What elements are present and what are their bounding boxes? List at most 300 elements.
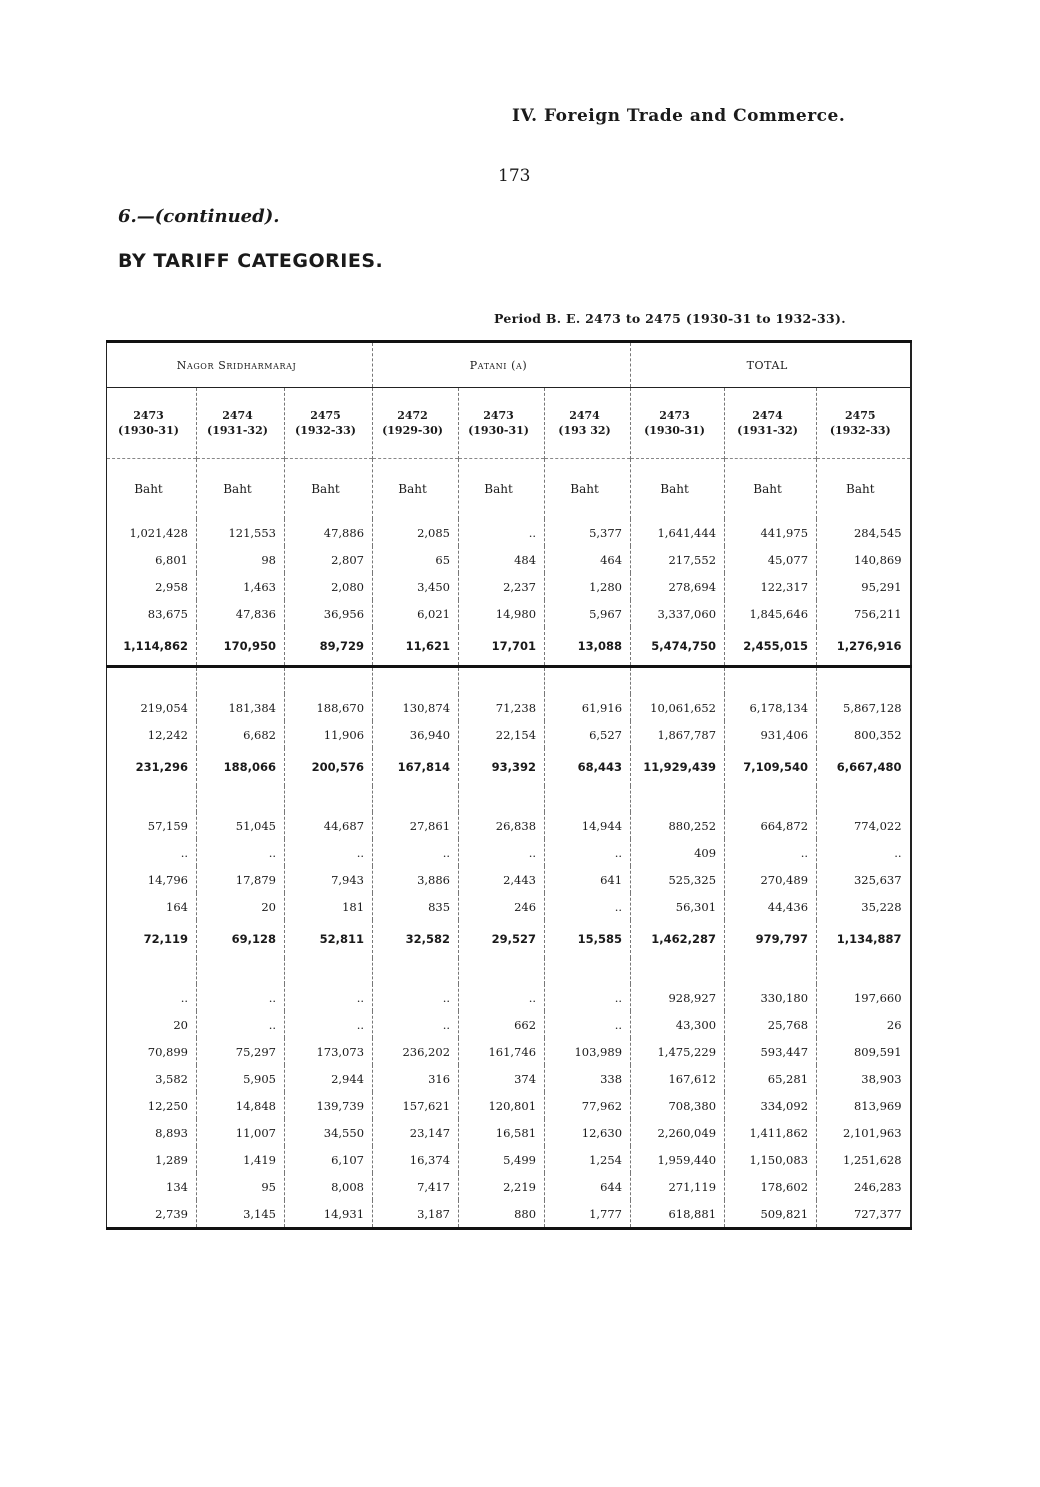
table-cell: 77,962	[545, 1092, 631, 1119]
table-cell: 217,552	[631, 546, 725, 573]
table-cell: 121,553	[197, 519, 285, 546]
table-cell: 26	[817, 1011, 911, 1038]
table-cell: 26,838	[459, 812, 545, 839]
table-cell: 38,903	[817, 1065, 911, 1092]
table-cell: ..	[545, 1011, 631, 1038]
spacer-cell	[373, 667, 459, 695]
table-cell: 6,682	[197, 721, 285, 748]
table-cell: ..	[285, 1011, 373, 1038]
total-cell: 11,621	[373, 627, 459, 667]
spacer-cell	[285, 958, 373, 984]
spacer-cell	[197, 958, 285, 984]
table-cell: 931,406	[725, 721, 817, 748]
table-cell: 809,591	[817, 1038, 911, 1065]
table-cell: 2,807	[285, 546, 373, 573]
year-be: 2474	[222, 409, 253, 422]
total-cell: 32,582	[373, 920, 459, 958]
total-cell: 13,088	[545, 627, 631, 667]
total-cell: 11,929,439	[631, 748, 725, 786]
table-cell: 130,874	[373, 694, 459, 721]
spacer-cell	[459, 958, 545, 984]
table-cell: 1,641,444	[631, 519, 725, 546]
table-row	[107, 839, 911, 866]
table-cell: 219,054	[107, 694, 197, 721]
year-be: 2473	[133, 409, 164, 422]
table-cell: 178,602	[725, 1173, 817, 1200]
year-be: 2475	[310, 409, 341, 422]
group-header-total	[631, 342, 911, 388]
total-row	[107, 627, 911, 667]
total-cell: 6,667,480	[817, 748, 911, 786]
group-header-row	[107, 342, 911, 388]
table-cell: 65,281	[725, 1065, 817, 1092]
total-cell: 15,585	[545, 920, 631, 958]
year-ad: (1930-31)	[644, 424, 705, 437]
year-header	[725, 388, 817, 459]
table-cell: 708,380	[631, 1092, 725, 1119]
page-number: 173	[498, 166, 531, 186]
spacer-cell	[817, 786, 911, 812]
table-cell: 95,291	[817, 573, 911, 600]
table-cell: ..	[459, 984, 545, 1011]
table-cell: 122,317	[725, 573, 817, 600]
table-cell: 6,021	[373, 600, 459, 627]
table-cell: 188,670	[285, 694, 373, 721]
table-cell: 2,101,963	[817, 1119, 911, 1146]
section-spacer	[107, 958, 911, 984]
total-cell: 68,443	[545, 748, 631, 786]
table-cell: 2,260,049	[631, 1119, 725, 1146]
trade-table	[106, 340, 912, 1230]
trade-table-container	[106, 340, 910, 1325]
total-cell: 29,527	[459, 920, 545, 958]
table-cell: 5,867,128	[817, 694, 911, 721]
total-cell: 5,474,750	[631, 627, 725, 667]
total-cell: 188,066	[197, 748, 285, 786]
table-cell: 1,289	[107, 1146, 197, 1173]
table-cell: 1,463	[197, 573, 285, 600]
table-subtitle: BY TARIFF CATEGORIES.	[118, 250, 384, 272]
year-be: 2474	[752, 409, 783, 422]
year-ad: (1931-32)	[737, 424, 798, 437]
table-cell: 14,848	[197, 1092, 285, 1119]
spacer-cell	[373, 958, 459, 984]
group-header-patani	[373, 342, 631, 388]
table-row	[107, 573, 911, 600]
table-row	[107, 1173, 911, 1200]
table-row	[107, 1065, 911, 1092]
table-cell: 2,219	[459, 1173, 545, 1200]
table-cell: 2,944	[285, 1065, 373, 1092]
table-cell: 7,943	[285, 866, 373, 893]
group-label: TOTAL	[746, 358, 788, 372]
spacer-cell	[631, 958, 725, 984]
year-be: 2472	[397, 409, 428, 422]
table-cell: 6,801	[107, 546, 197, 573]
table-cell: 727,377	[817, 1200, 911, 1229]
table-row	[107, 812, 911, 839]
table-cell: 47,836	[197, 600, 285, 627]
total-cell: 93,392	[459, 748, 545, 786]
group-header-nagor	[107, 342, 373, 388]
table-cell: 2,443	[459, 866, 545, 893]
table-cell: 139,739	[285, 1092, 373, 1119]
table-cell: 27,861	[373, 812, 459, 839]
table-cell: 464	[545, 546, 631, 573]
table-cell: 11,007	[197, 1119, 285, 1146]
table-cell: 51,045	[197, 812, 285, 839]
table-cell: ..	[197, 839, 285, 866]
year-header-row	[107, 388, 911, 459]
table-cell: 334,092	[725, 1092, 817, 1119]
table-cell: 1,777	[545, 1200, 631, 1229]
table-cell: ..	[817, 839, 911, 866]
table-cell: 75,297	[197, 1038, 285, 1065]
table-cell: ..	[459, 839, 545, 866]
section-title: 6.—(continued).	[118, 206, 280, 227]
year-ad: (1932-33)	[295, 424, 356, 437]
table-row	[107, 893, 911, 920]
table-cell: 14,796	[107, 866, 197, 893]
table-cell: 835	[373, 893, 459, 920]
table-cell: ..	[545, 893, 631, 920]
unit-cell: Baht	[725, 459, 817, 520]
table-cell: 2,080	[285, 573, 373, 600]
unit-cell: Baht	[817, 459, 911, 520]
table-cell: 3,337,060	[631, 600, 725, 627]
table-cell: 16,581	[459, 1119, 545, 1146]
table-cell: ..	[545, 839, 631, 866]
total-cell: 69,128	[197, 920, 285, 958]
table-cell: 246,283	[817, 1173, 911, 1200]
table-cell: 12,630	[545, 1119, 631, 1146]
year-header	[373, 388, 459, 459]
table-cell: 3,450	[373, 573, 459, 600]
table-cell: 3,145	[197, 1200, 285, 1229]
total-cell: 72,119	[107, 920, 197, 958]
table-cell: 1,021,428	[107, 519, 197, 546]
table-cell: 1,845,646	[725, 600, 817, 627]
total-cell: 231,296	[107, 748, 197, 786]
spacer-cell	[545, 667, 631, 695]
table-body	[107, 459, 911, 1229]
year-header	[817, 388, 911, 459]
table-cell: 134	[107, 1173, 197, 1200]
table-cell: 36,940	[373, 721, 459, 748]
table-cell: 36,956	[285, 600, 373, 627]
table-cell: ..	[725, 839, 817, 866]
table-cell: 20	[197, 893, 285, 920]
table-cell: 6,178,134	[725, 694, 817, 721]
table-cell: 7,417	[373, 1173, 459, 1200]
table-cell: 44,687	[285, 812, 373, 839]
table-row	[107, 866, 911, 893]
table-cell: 813,969	[817, 1092, 911, 1119]
table-cell: 14,931	[285, 1200, 373, 1229]
table-cell: 16,374	[373, 1146, 459, 1173]
unit-cell: Baht	[631, 459, 725, 520]
total-cell: 2,455,015	[725, 627, 817, 667]
table-row	[107, 1200, 911, 1229]
table-cell: 157,621	[373, 1092, 459, 1119]
table-cell: 270,489	[725, 866, 817, 893]
spacer-cell	[285, 667, 373, 695]
total-cell: 7,109,540	[725, 748, 817, 786]
spacer-cell	[197, 667, 285, 695]
table-cell: 593,447	[725, 1038, 817, 1065]
table-cell: 65	[373, 546, 459, 573]
period-caption: Period B. E. 2473 to 2475 (1930-31 to 1932-33).	[494, 311, 846, 326]
section-spacer	[107, 667, 911, 695]
table-cell: 246	[459, 893, 545, 920]
table-cell: 525,325	[631, 866, 725, 893]
spacer-cell	[631, 786, 725, 812]
table-row	[107, 1092, 911, 1119]
table-cell: 47,886	[285, 519, 373, 546]
year-ad: (193 32)	[558, 424, 611, 437]
total-cell: 1,114,862	[107, 627, 197, 667]
table-cell: 1,419	[197, 1146, 285, 1173]
year-header	[285, 388, 373, 459]
table-cell: 167,612	[631, 1065, 725, 1092]
table-cell: 83,675	[107, 600, 197, 627]
spacer-cell	[631, 667, 725, 695]
table-cell: 103,989	[545, 1038, 631, 1065]
table-cell: 3,886	[373, 866, 459, 893]
table-cell: 57,159	[107, 812, 197, 839]
table-cell: 774,022	[817, 812, 911, 839]
spacer-cell	[373, 786, 459, 812]
table-cell: 61,916	[545, 694, 631, 721]
table-cell: 5,905	[197, 1065, 285, 1092]
table-cell: ..	[459, 519, 545, 546]
table-row	[107, 519, 911, 546]
table-cell: 44,436	[725, 893, 817, 920]
total-cell: 170,950	[197, 627, 285, 667]
table-cell: 1,411,862	[725, 1119, 817, 1146]
year-ad: (1930-31)	[468, 424, 529, 437]
table-cell: 338	[545, 1065, 631, 1092]
spacer-cell	[197, 786, 285, 812]
table-cell: 441,975	[725, 519, 817, 546]
table-cell: 409	[631, 839, 725, 866]
spacer-cell	[725, 667, 817, 695]
table-cell: 2,739	[107, 1200, 197, 1229]
table-cell: 1,254	[545, 1146, 631, 1173]
unit-cell: Baht	[285, 459, 373, 520]
page-header-title: IV. Foreign Trade and Commerce.	[512, 106, 846, 126]
unit-cell: Baht	[197, 459, 285, 520]
table-cell: 5,967	[545, 600, 631, 627]
year-be: 2475	[844, 409, 876, 422]
table-cell: ..	[373, 839, 459, 866]
group-label: Nagor Sridharmaraj	[176, 358, 297, 372]
table-cell: 3,187	[373, 1200, 459, 1229]
table-cell: 140,869	[817, 546, 911, 573]
table-cell: 509,821	[725, 1200, 817, 1229]
table-cell: 2,085	[373, 519, 459, 546]
table-cell: 5,499	[459, 1146, 545, 1173]
table-cell: 1,867,787	[631, 721, 725, 748]
table-row	[107, 1011, 911, 1038]
table-cell: ..	[373, 984, 459, 1011]
table-cell: 70,899	[107, 1038, 197, 1065]
year-header	[631, 388, 725, 459]
table-cell: 662	[459, 1011, 545, 1038]
table-cell: 34,550	[285, 1119, 373, 1146]
table-cell: 325,637	[817, 866, 911, 893]
total-cell: 17,701	[459, 627, 545, 667]
table-cell: 12,242	[107, 721, 197, 748]
table-cell: 95	[197, 1173, 285, 1200]
table-cell: 71,238	[459, 694, 545, 721]
table-cell: ..	[197, 984, 285, 1011]
table-cell: 618,881	[631, 1200, 725, 1229]
table-cell: 17,879	[197, 866, 285, 893]
year-be: 2473	[483, 409, 514, 422]
total-row	[107, 748, 911, 786]
spacer-cell	[107, 667, 197, 695]
table-cell: 316	[373, 1065, 459, 1092]
spacer-cell	[725, 958, 817, 984]
table-cell: 641	[545, 866, 631, 893]
table-cell: 35,228	[817, 893, 911, 920]
spacer-cell	[459, 667, 545, 695]
spacer-cell	[817, 958, 911, 984]
spacer-cell	[545, 786, 631, 812]
table-cell: 8,893	[107, 1119, 197, 1146]
total-cell: 200,576	[285, 748, 373, 786]
table-cell: 25,768	[725, 1011, 817, 1038]
table-cell: 56,301	[631, 893, 725, 920]
table-cell: 484	[459, 546, 545, 573]
table-cell: 173,073	[285, 1038, 373, 1065]
spacer-cell	[545, 958, 631, 984]
table-cell: 197,660	[817, 984, 911, 1011]
total-cell: 1,276,916	[817, 627, 911, 667]
spacer-cell	[817, 667, 911, 695]
table-cell: 23,147	[373, 1119, 459, 1146]
table-cell: 2,958	[107, 573, 197, 600]
year-header	[545, 388, 631, 459]
section-spacer	[107, 786, 911, 812]
table-cell: 1,475,229	[631, 1038, 725, 1065]
table-cell: 14,980	[459, 600, 545, 627]
table-cell: ..	[197, 1011, 285, 1038]
table-cell: 14,944	[545, 812, 631, 839]
table-cell: 161,746	[459, 1038, 545, 1065]
year-header	[197, 388, 285, 459]
year-ad: (1930-31)	[118, 424, 179, 437]
table-cell: 98	[197, 546, 285, 573]
table-cell: 664,872	[725, 812, 817, 839]
table-cell: 181,384	[197, 694, 285, 721]
table-row	[107, 600, 911, 627]
table-cell: 12,250	[107, 1092, 197, 1119]
spacer-cell	[725, 786, 817, 812]
year-header	[459, 388, 545, 459]
table-cell: 1,150,083	[725, 1146, 817, 1173]
table-cell: 284,545	[817, 519, 911, 546]
table-cell: 1,959,440	[631, 1146, 725, 1173]
total-row	[107, 920, 911, 958]
year-header	[107, 388, 197, 459]
table-cell: 2,237	[459, 573, 545, 600]
year-ad: (1931-32)	[207, 424, 268, 437]
table-cell: 6,527	[545, 721, 631, 748]
table-cell: ..	[107, 984, 197, 1011]
spacer-cell	[107, 958, 197, 984]
table-cell: 644	[545, 1173, 631, 1200]
table-cell: 22,154	[459, 721, 545, 748]
group-label: Patani (a)	[469, 358, 528, 372]
table-cell: 278,694	[631, 573, 725, 600]
year-be: 2473	[659, 409, 690, 422]
unit-cell: Baht	[107, 459, 197, 520]
total-cell: 1,462,287	[631, 920, 725, 958]
table-cell: 164	[107, 893, 197, 920]
table-cell: 181	[285, 893, 373, 920]
table-cell: 880,252	[631, 812, 725, 839]
table-cell: 8,008	[285, 1173, 373, 1200]
table-row	[107, 984, 911, 1011]
table-row	[107, 1119, 911, 1146]
table-cell: 3,582	[107, 1065, 197, 1092]
spacer-cell	[459, 786, 545, 812]
year-ad: (1932-33)	[829, 424, 891, 437]
table-cell: 11,906	[285, 721, 373, 748]
table-cell: 1,280	[545, 573, 631, 600]
total-cell: 979,797	[725, 920, 817, 958]
table-cell: 20	[107, 1011, 197, 1038]
spacer-cell	[285, 786, 373, 812]
table-cell: 6,107	[285, 1146, 373, 1173]
spacer-cell	[107, 786, 197, 812]
unit-cell: Baht	[373, 459, 459, 520]
table-cell: 800,352	[817, 721, 911, 748]
table-cell: 10,061,652	[631, 694, 725, 721]
table-cell: 880	[459, 1200, 545, 1229]
table-cell: 928,927	[631, 984, 725, 1011]
total-cell: 1,134,887	[817, 920, 911, 958]
table-cell: 120,801	[459, 1092, 545, 1119]
table-cell: ..	[545, 984, 631, 1011]
table-cell: 271,119	[631, 1173, 725, 1200]
table-cell: 1,251,628	[817, 1146, 911, 1173]
table-row	[107, 1146, 911, 1173]
table-cell: ..	[107, 839, 197, 866]
total-cell: 89,729	[285, 627, 373, 667]
total-cell: 167,814	[373, 748, 459, 786]
table-cell: 236,202	[373, 1038, 459, 1065]
table-row	[107, 721, 911, 748]
table-cell: 45,077	[725, 546, 817, 573]
table-cell: 756,211	[817, 600, 911, 627]
table-cell: ..	[285, 984, 373, 1011]
table-cell: 330,180	[725, 984, 817, 1011]
year-ad: (1929-30)	[382, 424, 443, 437]
table-cell: ..	[373, 1011, 459, 1038]
unit-row	[107, 459, 911, 520]
table-cell: 43,300	[631, 1011, 725, 1038]
table-row	[107, 694, 911, 721]
table-cell: 5,377	[545, 519, 631, 546]
table-cell: ..	[285, 839, 373, 866]
table-cell: 374	[459, 1065, 545, 1092]
table-row	[107, 1038, 911, 1065]
year-be: 2474	[569, 409, 600, 422]
total-cell: 52,811	[285, 920, 373, 958]
